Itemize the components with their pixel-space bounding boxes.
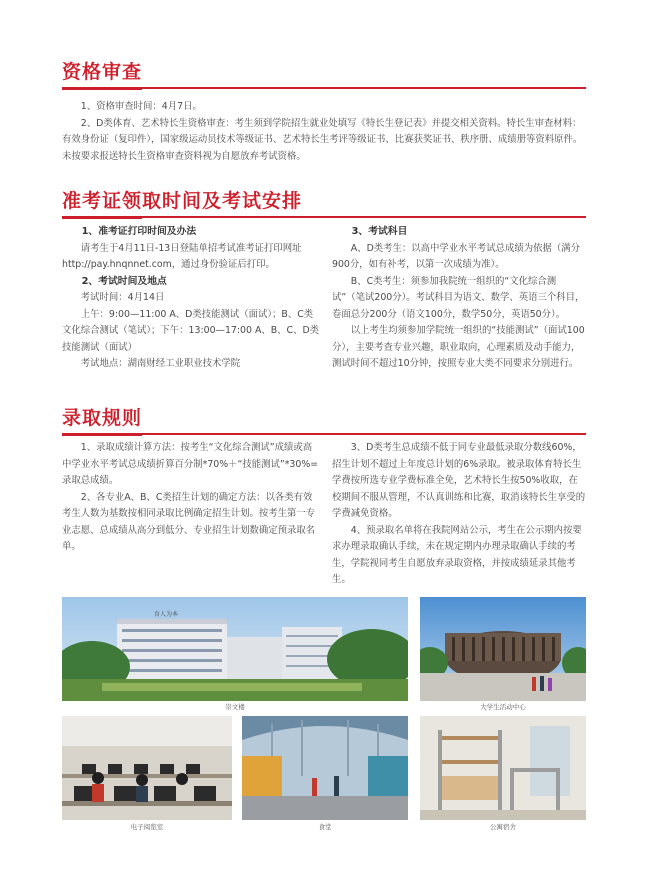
ticket-p1: 请考生于4月11日-13日登陆单招考试准考证打印网址http://pay.hnqnnet.com，通过身份验证后打印。 xyxy=(62,242,302,270)
reading-room-photo xyxy=(62,716,232,820)
rules-p1: 1、录取成绩计算方法：按考生“文化综合测试”成绩或高中学业水平考试总成绩折算百分制*70%＋“技能测试”*30%=录取总成绩。 xyxy=(62,442,319,486)
ticket-p4: 考试地点：湖南财经工业职业技术学院 xyxy=(80,358,241,369)
ticket-title: 准考证领取时间及考试安排 xyxy=(62,190,303,212)
ticket-p2: 考试时间：4月14日 xyxy=(80,292,165,303)
ticket-right-column xyxy=(332,224,586,373)
ticket-p5: A、D类考生：以高中学业水平考试总成绩为依据（满分900分，如有补考，以第一次成绩为准）。 xyxy=(332,242,581,270)
building-sign: 育人为本 xyxy=(154,611,179,618)
rules-p4: 4、预录取名单将在我院网站公示，考生在公示期内按要求办理录取确认手续，未在规定期内办理录取确认手续的考生，学院视同考生自愿放弃录取资格，并按成绩延录其他考生。 xyxy=(332,524,582,585)
rules-right-column xyxy=(332,440,586,589)
ticket-left-column xyxy=(62,224,320,373)
dormitory-photo xyxy=(420,716,586,820)
rules-title: 录取规则 xyxy=(62,407,143,429)
ticket-h1: 1、准考证打印时间及办法 xyxy=(81,226,197,237)
rules-divider xyxy=(62,433,586,435)
qualification-section xyxy=(62,60,586,165)
qualification-p2: 2、D类体育、艺术特长生资格审查：考生须到学院招生就业处填写《特长生登记表》并提交相关资料。特长生审查材料：有效身份证（复印件），国家级运动员技术等级证书、艺术特长生考评等级证书、比赛获奖证书、秩序册、成绩册等资料原件。未按要求报送特长生资格审查资料视为自愿放弃考试资格。 xyxy=(62,117,583,162)
activity-center-caption: 大学生活动中心 xyxy=(480,703,526,711)
ticket-divider xyxy=(62,216,586,218)
building-caption: 崇文楼 xyxy=(225,703,245,711)
qualification-p1: 1、资格审查时间：4月7日。 xyxy=(80,101,202,112)
qualification-divider xyxy=(62,87,586,89)
dormitory-caption: 公寓宿舍 xyxy=(490,823,516,831)
canteen-photo xyxy=(242,716,408,820)
ticket-h2: 2、考试时间及地点 xyxy=(81,275,167,287)
ticket-p7: 以上考生均须参加学院统一组织的“技能测试”（面试100分），主要考查专业兴趣，职业取向，心理素质及动手能力，测试时间不超过10分钟，按照专业大类不同要求分别进行。 xyxy=(332,325,585,369)
canteen-caption: 食堂 xyxy=(318,823,332,831)
rules-p3: 3、D类考生总成绩不低于同专业最低录取分数线60%，招生计划不超过上年度总计划的6%录取。被录取体育特长生学费按所选专业学费标准全免，艺术特长生按50%收取，在校期间不服从管理，不认真训练和比赛，取消该特长生享受的学费减免资格。 xyxy=(332,442,586,519)
ticket-p3: 上午：9:00—11:00 A、D类技能测试（面试）；B、C类文化综合测试（笔试）；下午：13:00—17:00 A、B、C、D类技能测试（面试） xyxy=(62,308,320,353)
reading-room-caption: 电子阅览室 xyxy=(130,823,164,831)
ticket-h3: 3、考试科目 xyxy=(351,226,408,237)
activity-center-photo xyxy=(420,597,586,701)
rules-section xyxy=(62,406,586,435)
ticket-section xyxy=(62,189,586,218)
building-photo xyxy=(62,597,408,701)
rules-p2: 2、各专业A、B、C类招生计划的确定方法：以各类有效考生人数为基数按相同录取比例确定招生计划。按考生第一专业志愿、总成绩从高分到低分、专业招生计划数确定预录取名单。 xyxy=(62,491,316,552)
qualification-title: 资格审查 xyxy=(62,61,143,83)
rules-left-column xyxy=(62,440,320,556)
ticket-p6: B、C类考生：须参加我院统一组织的“文化综合测试”（笔试200分）。考试科目为语文、数学、英语三个科目，卷面总分200分（语文100分，数学50分，英语50分）。 xyxy=(332,275,585,320)
